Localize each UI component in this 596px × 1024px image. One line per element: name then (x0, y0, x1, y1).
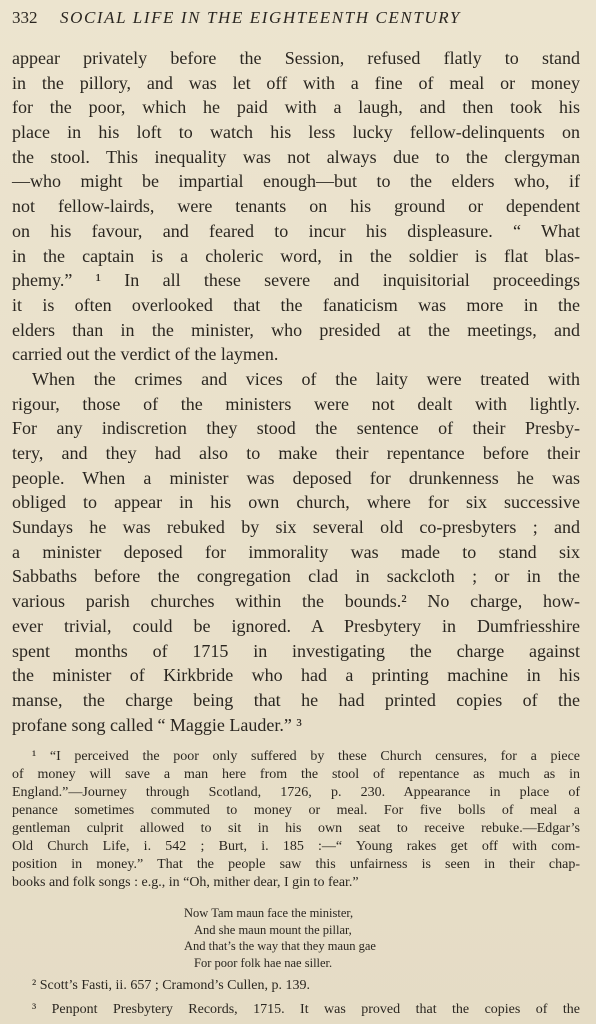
footnote-line: gentleman culprit allowed to sit in his own seat to receive rebuke.—Edgar’s (12, 821, 580, 836)
text-line: people. When a minister was deposed for drunkenness he was (12, 467, 580, 488)
page-header (12, 8, 586, 32)
text-line: in the captain is a choleric word, in the soldier is flat blas- (12, 245, 580, 266)
footnote-3: ³ Penpont Presbytery Records, 1715. It was proved that the copies of the (32, 1002, 580, 1017)
text-line: For any indiscretion they stood the sentence of their Presby- (12, 418, 580, 439)
text-line: Sabbaths before the congregation clad in sackcloth ; or in the (12, 566, 580, 587)
verse-line: And she maun mount the pillar, (194, 922, 352, 937)
text-line: for the poor, which he paid with a laugh, and then took his (12, 97, 580, 118)
footnote-1 (12, 748, 580, 892)
page-number: 332 (12, 8, 38, 27)
text-line: the minister of Kirkbride who had a printing machine in his (12, 665, 580, 686)
verse-line: For poor folk hae nae siller. (194, 955, 333, 970)
text-line: When the crimes and vices of the laity were treated with (32, 368, 580, 389)
text-line: various parish churches within the bounds.² No charge, how- (12, 591, 580, 612)
footnotes-2-3 (12, 974, 580, 1022)
text-line: phemy.” ¹ In all these severe and inquisitorial proceedings (12, 270, 580, 291)
text-line: profane song called “ Maggie Lauder.” ³ (12, 714, 302, 735)
footnote-line: penance sometimes commuted to money or meal. For five bolls of meal a (12, 803, 580, 818)
text-line: tery, and they had also to make their repentance before their (12, 443, 580, 463)
text-line: Sundays he was rebuked by six several old co-presbyters ; and (12, 517, 580, 538)
text-line: carried out the verdict of the laymen. (12, 344, 279, 365)
verse-quote (184, 905, 376, 971)
text-line: on his favour, and feared to incur his displeasure. “ What (12, 220, 580, 241)
footnote-line: ¹ “I perceived the poor only suffered by these Church censures, for a piece (32, 749, 580, 764)
footnote-line: Old Church Life, i. 542 ; Burt, i. 185 :—“ Young rakes get off with com- (12, 839, 580, 854)
main-text (12, 46, 580, 737)
text-line: rigour, those of the ministers were not dealt with lightly. (12, 393, 580, 414)
text-line: elders than in the minister, who presided at the meetings, and (12, 319, 580, 340)
text-line: place in his loft to watch his less lucky fellow-delinquents on (12, 122, 580, 143)
footnote-line: books and folk songs : e.g., in “Oh, mither dear, I gin to fear.” (12, 875, 359, 890)
text-line: a minister deposed for immorality was made to stand six (12, 541, 580, 562)
text-line: ever trivial, could be ignored. A Presbytery in Dumfriesshire (12, 615, 580, 636)
text-line: it is often overlooked that the fanaticism was more in the (12, 294, 580, 315)
text-line: appear privately before the Session, refused flatly to stand (12, 48, 580, 68)
text-line: —who might be impartial enough—but to the elders who, if (12, 171, 580, 192)
footnote-2: ² Scott’s Fasti, ii. 657 ; Cramond’s Cullen, p. 139. (32, 978, 310, 993)
text-line: manse, the charge being that he had printed copies of the (12, 689, 580, 710)
footnote-line: position in money.” That the people saw this unfairness is seen in their chap- (12, 857, 580, 872)
verse-line: And that’s the way that they maun gae (184, 939, 376, 953)
text-line: not fellow-lairds, were tenants on his ground or dependent (12, 196, 580, 217)
footnote-line: England.”—Journey through Scotland, 1726, p. 230. Appearance in place of (12, 785, 580, 800)
text-line: the stool. This inequality was not always due to the clergyman (12, 146, 580, 167)
verse-line: Now Tam maun face the minister, (184, 906, 354, 920)
running-title: SOCIAL LIFE IN THE EIGHTEENTH CENTURY (60, 8, 461, 27)
text-line: obliged to appear in his own church, where for six successive (12, 492, 580, 513)
text-line: spent months of 1715 in investigating the charge against (12, 640, 580, 661)
footnote-line: of money will save a man here from the stool of repentance as much as in (12, 767, 580, 782)
text-line: in the pillory, and was let off with a fine of meal or money (12, 72, 580, 93)
